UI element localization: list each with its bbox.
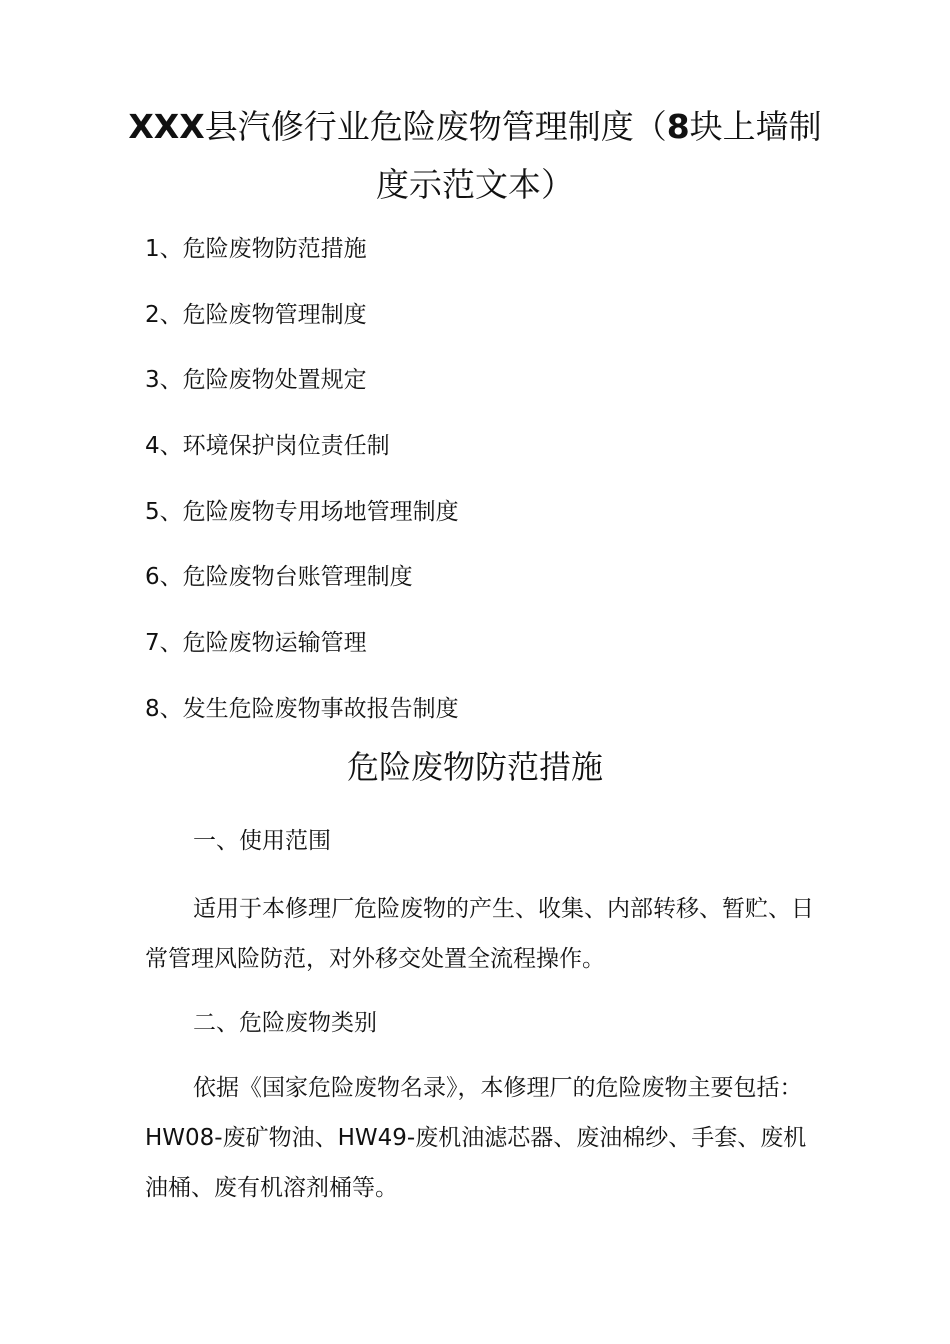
title-number: 8: [666, 107, 690, 146]
toc-item-5: 5、危险废物专用场地管理制度: [145, 498, 459, 525]
toc-item-1: 1、危险废物防范措施: [145, 236, 367, 262]
title-rest: 块上墙制度示范文本）: [376, 107, 822, 204]
title-main: 县汽修行业危险废物管理制度（: [204, 107, 667, 146]
paragraph-categories: 依据《国家危险废物名录》，本修理厂的危险废物主要包括：HW08-废矿物油、HW49-废机油滤芯器、废油棉纱、手套、废机油桶、废有机溶剂桶等。: [145, 1075, 807, 1201]
document-title: [120, 98, 830, 214]
toc-item-3: 3、危险废物处置规定: [145, 367, 367, 394]
paragraph-scope: 适用于本修理厂危险废物的产生、收集、内部转移、暂贮、日常管理风险防范，对外移交处置全流程操作。: [145, 896, 814, 972]
title-prefix: XXX: [128, 107, 205, 146]
subheading-scope: 一、使用范围: [193, 828, 331, 854]
toc-item-2: 2、危险废物管理制度: [145, 301, 367, 328]
toc-item-7: 7、危险废物运输管理: [145, 630, 367, 657]
subheading-categories: 二、危险废物类别: [193, 1010, 377, 1036]
toc-item-4: 4、环境保护岗位责任制: [145, 433, 390, 460]
toc-item-6: 6、危险废物台账管理制度: [145, 564, 413, 591]
toc-item-8: 8、发生危险废物事故报告制度: [145, 695, 459, 722]
section-title: 危险废物防范措施: [346, 748, 603, 786]
table-of-contents: [145, 229, 459, 755]
